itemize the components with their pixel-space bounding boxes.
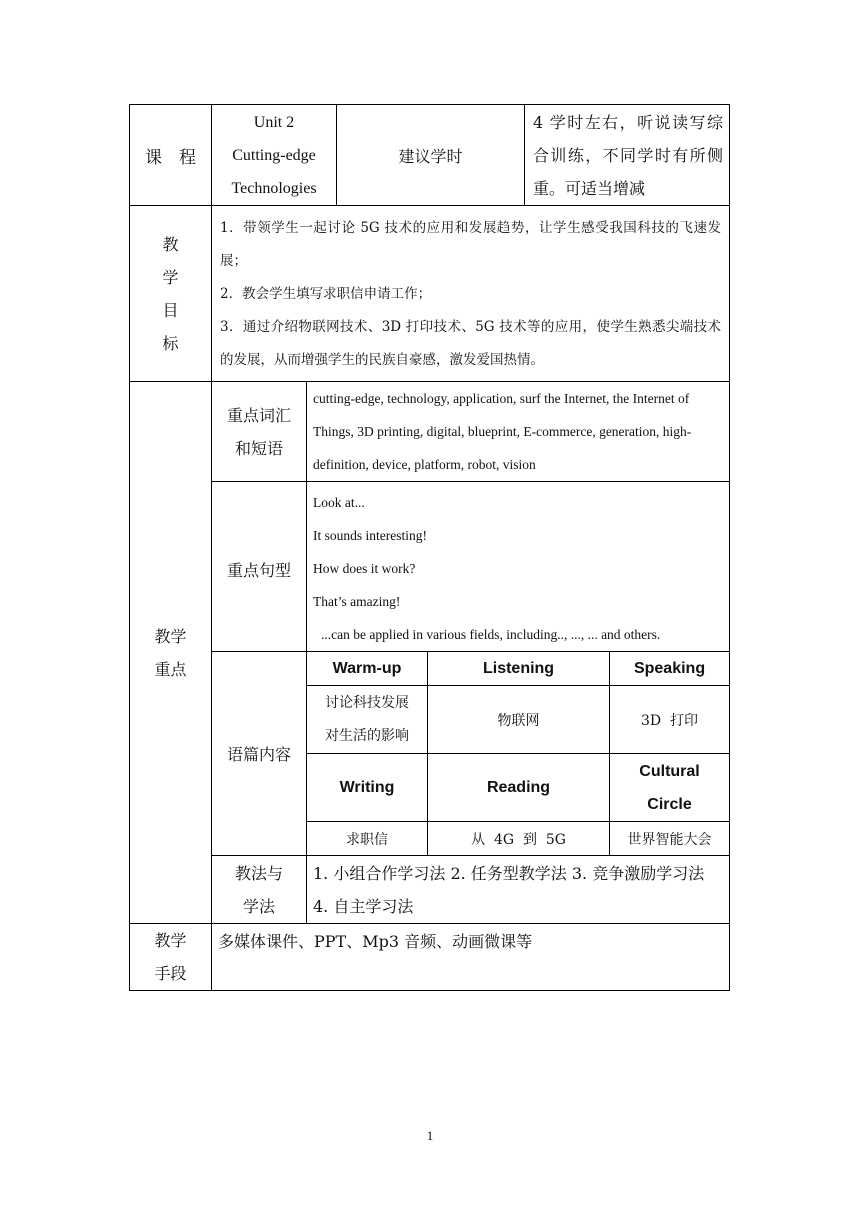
focus-label [130, 382, 212, 924]
page-number: 1 [426, 1128, 434, 1143]
sentence-item: Look at... [313, 495, 365, 510]
content-cell: 讨论科技发展对生活的影响 [307, 686, 428, 754]
goals-row [130, 206, 730, 382]
means-label-line: 手段 [154, 964, 187, 983]
means-label [130, 924, 212, 991]
methods-label [212, 856, 307, 924]
goals-label-char: 标 [162, 333, 179, 353]
unit-title [212, 105, 337, 206]
means-row [130, 924, 730, 991]
vocab-label-line: 重点词汇 [226, 405, 291, 425]
content-label: 语篇内容 [212, 652, 307, 856]
vocab-text: cutting-edge, technology, application, surf the Internet, the Internet of Things, 3D printing, digital, blueprint, E-commerce, generation, high-definition, device, platform, robot, vision [307, 382, 730, 482]
content-header: Reading [428, 754, 610, 822]
methods-label-line: 学法 [242, 896, 275, 916]
hours-value: 4 学时左右，听说读写综合训练，不同学时有所侧重。可适当增减 [525, 105, 730, 206]
vocab-label-line: 和短语 [234, 438, 283, 458]
unit-title-line: Technologies [231, 179, 317, 197]
content-cell: 从 4G 到 5G [428, 822, 610, 856]
content-header: Cultural Circle [610, 754, 730, 822]
content-cell: 求职信 [307, 822, 428, 856]
content-header: Writing [307, 754, 428, 822]
content-header-row-1 [130, 652, 730, 686]
lesson-plan-table [129, 104, 730, 991]
goals-label-char: 目 [162, 300, 179, 320]
sentence-item: ...can be applied in various fields, including.., ..., ... and others. [321, 627, 661, 642]
content-cell: 世界智能大会 [610, 822, 730, 856]
means-label-line: 教学 [154, 931, 187, 950]
goals-list [212, 206, 730, 382]
course-label: 课 程 [130, 105, 212, 206]
content-cell: 物联网 [428, 686, 610, 754]
content-header: Speaking [610, 652, 730, 686]
hours-label: 建议学时 [337, 105, 525, 206]
sentence-item: It sounds interesting! [313, 528, 427, 543]
goals-label-char: 教 [162, 234, 179, 254]
content-header: Warm-up [307, 652, 428, 686]
focus-label-line: 重点 [154, 659, 187, 679]
unit-title-line: Cutting-edge [232, 146, 316, 164]
goal-item: 2．教会学生填写求职信申请工作； [220, 286, 432, 302]
sentence-item: That’s amazing! [313, 594, 401, 609]
content-cell: 3D 打印 [610, 686, 730, 754]
focus-label-line: 教学 [154, 626, 187, 646]
sentence-list [307, 482, 730, 652]
sentences-row [130, 482, 730, 652]
methods-label-line: 教法与 [234, 863, 283, 883]
content-header: Listening [428, 652, 610, 686]
goals-label-char: 学 [162, 267, 179, 287]
goals-label [130, 206, 212, 382]
course-row [130, 105, 730, 206]
goal-item: 1．带领学生一起讨论 5G 技术的应用和发展趋势，让学生感受我国科技的飞速发展； [220, 220, 722, 269]
unit-title-line: Unit 2 [253, 113, 295, 131]
means-text: 多媒体课件、PPT、Mp3 音频、动画微课等 [212, 924, 730, 991]
methods-row [130, 856, 730, 924]
sentence-item: How does it work? [313, 561, 416, 576]
methods-text: 1. 小组合作学习法 2. 任务型教学法 3. 竞争激励学习法 4. 自主学习法 [307, 856, 730, 924]
vocab-row [130, 382, 730, 482]
goal-item: 3．通过介绍物联网技术、3D 打印技术、5G 技术等的应用，使学生熟悉尖端技术的发展，从而增强学生的民族自豪感，激发爱国热情。 [220, 319, 722, 368]
vocab-label [212, 382, 307, 482]
sentence-label: 重点句型 [212, 482, 307, 652]
